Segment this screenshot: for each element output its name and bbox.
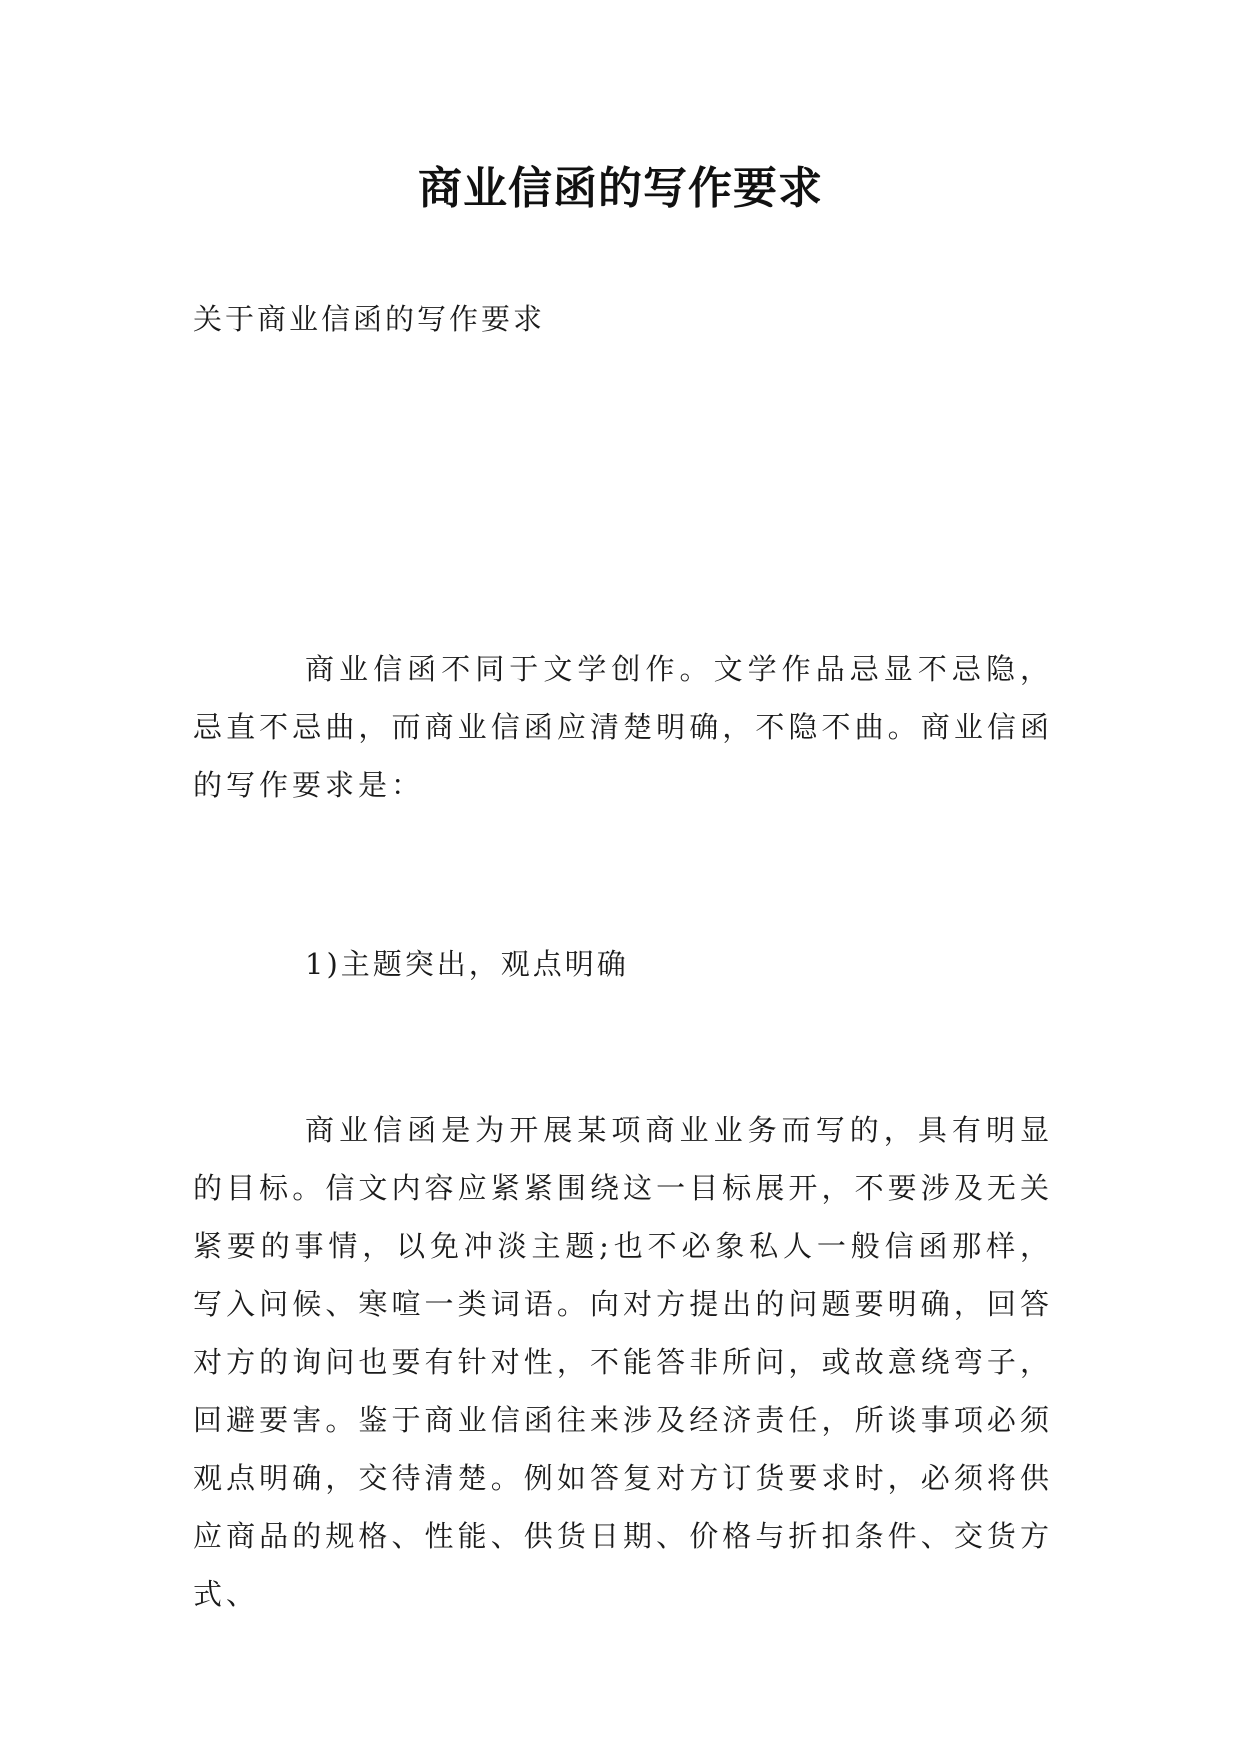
document-subtitle: 关于商业信函的写作要求 (193, 302, 546, 336)
section-heading-1: 1)主题突出，观点明确 (305, 947, 629, 981)
document-title: 商业信函的写作要求 (418, 163, 823, 214)
paragraph-intro: 商业信函不同于文学创作。文学作品忌显不忌隐，忌直不忌曲，而商业信函应清楚明确，不隐不曲。商业信函的写作要求是： (193, 652, 1053, 802)
paragraph-section-1: 商业信函是为开展某项商业业务而写的，具有明显的目标。信文内容应紧紧围绕这一目标展开，不要涉及无关紧要的事情，以免冲淡主题;也不必象私人一般信函那样，写入问候、寒喧一类词语。向对方提出的问题要明确，回答对方的询问也要有针对性，不能答非所问，或故意绕弯子，回避要害。鉴于商业信函往来涉及经济责任，所谈事项必须观点明确，交待清楚。例如答复对方订货要求时，必须将供应商品的规格、性能、供货日期、价格与折扣条件、交货方式、 (193, 1113, 1053, 1611)
